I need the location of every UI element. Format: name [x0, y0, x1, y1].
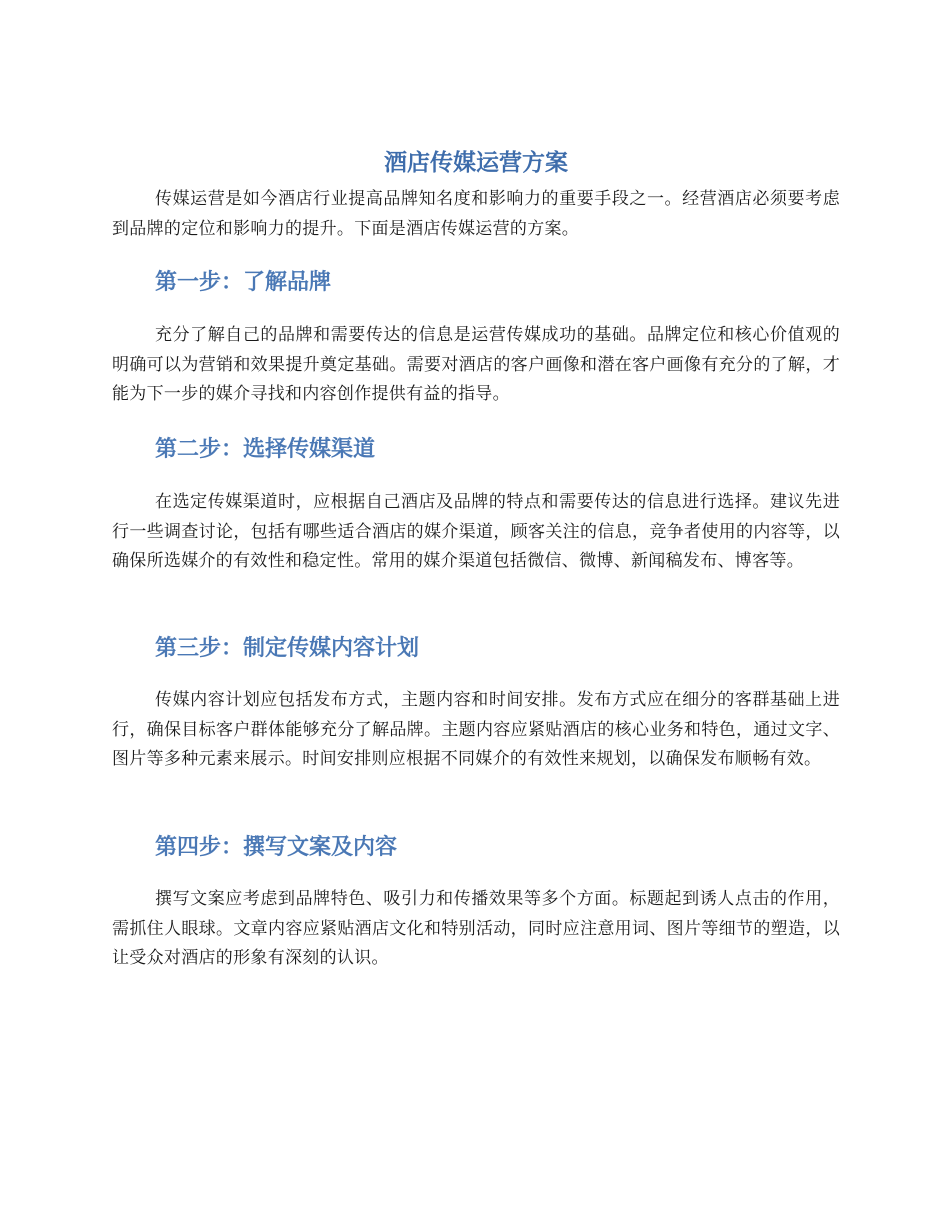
section-body-3: 传媒内容计划应包括发布方式，主题内容和时间安排。发布方式应在细分的客群基础上进行，确保目标客户群体能够充分了解品牌。主题内容应紧贴酒店的核心业务和特色，通过文字、图片等多种元素来展示。时间安排则应根据不同媒介的有效性来规划，以确保发布顺畅有效。	[112, 690, 840, 769]
section-body-1: 充分了解自己的品牌和需要传达的信息是运营传媒成功的基础。品牌定位和核心价值观的明确可以为营销和效果提升奠定基础。需要对酒店的客户画像和潜在客户画像有充分的了解，才能为下一步的媒介寻找和内容创作提供有益的指导。	[112, 325, 840, 404]
section-heading-2: 第二步：选择传媒渠道	[155, 437, 376, 462]
section-heading-1: 第一步：了解品牌	[155, 270, 332, 295]
section-heading-4: 第四步：撰写文案及内容	[155, 835, 398, 860]
section-heading-3: 第三步：制定传媒内容计划	[155, 636, 420, 661]
intro-paragraph: 传媒运营是如今酒店行业提高品牌知名度和影响力的重要手段之一。经营酒店必须要考虑到品牌的定位和影响力的提升。下面是酒店传媒运营的方案。	[112, 189, 840, 239]
section-body-2: 在选定传媒渠道时，应根据自己酒店及品牌的特点和需要传达的信息进行选择。建议先进行一些调查讨论，包括有哪些适合酒店的媒介渠道，顾客关注的信息，竞争者使用的内容等，以确保所选媒介的有效性和稳定性。常用的媒介渠道包括微信、微博、新闻稿发布、博客等。	[112, 492, 840, 571]
section-body-4: 撰写文案应考虑到品牌特色、吸引力和传播效果等多个方面。标题起到诱人点击的作用，需抓住人眼球。文章内容应紧贴酒店文化和特别活动，同时应注意用词、图片等细节的塑造，以让受众对酒店的形象有深刻的认识。	[112, 889, 840, 968]
document-title: 酒店传媒运营方案	[384, 150, 568, 176]
